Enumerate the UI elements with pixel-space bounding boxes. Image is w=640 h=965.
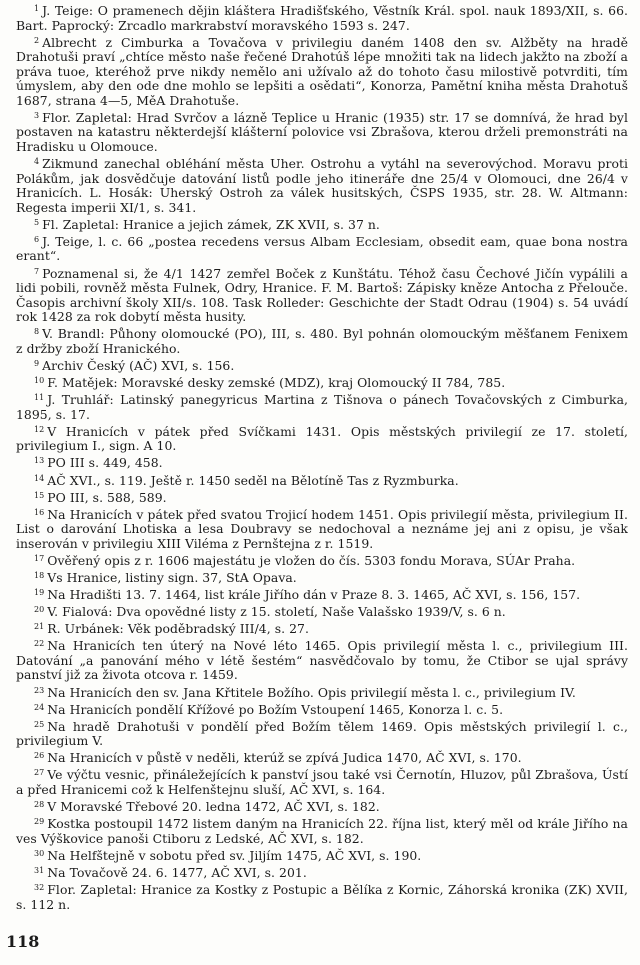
- footnote: [16, 751, 628, 766]
- footnote: [16, 393, 628, 422]
- footnote-text: Ověřený opis z r. 1606 majestátu je vložen do čís. 5303 fondu Morava, SÚAr Praha.: [47, 552, 576, 568]
- footnote: [16, 554, 628, 569]
- footnote-number: 20: [34, 605, 45, 615]
- footnote-number: 16: [34, 507, 45, 517]
- footnote: [16, 267, 628, 325]
- footnote-text: Na Hranicích ten úterý na Nové léto 1465. Opis privilegií města l. c., privilegium III. Datování „a panování mého v létě šestém“ nasvědčovalo by tomu, že Ctibor se ujal správy panství již za života otcova r. 1459.: [16, 638, 628, 683]
- footnote-text: Ve výčtu vesnic, přináležejících k panství jsou také vsi Černotín, Hluzov, půl Zbrašova, Ústí a před Hranicemi což k Helfenštejnu sluší, AČ XVI, s. 164.: [16, 767, 628, 798]
- footnote: [16, 703, 628, 718]
- footnote-number: 19: [34, 588, 45, 598]
- footnote-number: 8: [34, 327, 40, 337]
- footnote: [16, 883, 628, 912]
- footnote: [16, 4, 628, 33]
- footnote-text: Vs Hranice, listiny sign. 37, StA Opava.: [47, 569, 297, 585]
- footnote-text: AČ XVI., s. 119. Ještě r. 1450 seděl na Bělotíně Tas z Ryzmburka.: [47, 472, 459, 488]
- footnote: [16, 768, 628, 797]
- footnote: [16, 571, 628, 586]
- footnote: [16, 218, 628, 233]
- footnote-text: F. Matějek: Moravské desky zemské (MDZ), kraj Olomoucký II 784, 785.: [47, 375, 506, 391]
- footnote-number: 14: [34, 473, 45, 483]
- footnote: [16, 866, 628, 881]
- footnote-text: Zikmund zanechal obléhání města Uher. Ostrohu a vytáhl na severovýchod. Moravu proti Polákům, jak dosvědčuje datování listů podle jeho itineráře dne 25/4 v Olomouci, dne 26/4 v Hranicích. L. Hosák: Uherský Ostroh za válek husitských, ČSPS 1935, str. 28. W. Altmann: Regesta imperii XI/1, s. 341.: [16, 156, 628, 215]
- footnote-number: 31: [34, 865, 45, 875]
- footnote-number: 12: [34, 424, 45, 434]
- footnote: [16, 111, 628, 155]
- footnote-text: Na Hranicích pondělí Křížové po Božím Vstoupení 1465, Konorza l. c. 5.: [47, 701, 504, 717]
- footnote-text: Na Helfštejně v sobotu před sv. Jiljím 1475, AČ XVI, s. 190.: [47, 847, 422, 863]
- footnote-number: 7: [34, 266, 40, 276]
- footnote-text: Na Tovačově 24. 6. 1477, AČ XVI, s. 201.: [47, 864, 307, 880]
- footnote: [16, 456, 628, 471]
- footnote-text: Albrecht z Cimburka a Tovačova v privilegiu daném 1408 den sv. Alžběty na hradě Drahotuši praví „chtíce město naše řečené Drahotúš lépe množiti tak na lidech jakžto na zboží a práva tuoe, kteréhož prve nikdy nemělo ani užívalo až do tohoto času milostivě potvrditi, tím úmyslem, aby den ode dne mohlo se lepšiti a osědati“, Konorza, Pamětní kniha města Drahotuš 1687, strana 4—5, MěA Drahotuše.: [16, 34, 628, 108]
- footnote: [16, 376, 628, 391]
- footnote-text: V Hranicích v pátek před Svíčkami 1431. Opis městských privilegií ze 17. století, privilegium I., sign. A 10.: [16, 423, 628, 454]
- footnote-number: 32: [34, 883, 45, 893]
- footnote: [16, 849, 628, 864]
- footnote-number: 5: [34, 217, 40, 227]
- footnote: [16, 157, 628, 215]
- footnote-number: 13: [34, 456, 45, 466]
- footnote-text: V. Brandl: Půhony olomoucké (PO), III, s. 480. Byl pohnán olomouckým měšťanem Fenixem z držby zboží Hranického.: [16, 326, 628, 356]
- footnote-number: 22: [34, 639, 45, 649]
- footnote-text: R. Urbánek: Věk poděbradský III/4, s. 27.: [47, 621, 309, 637]
- footnote-text: Archiv Český (AČ) XVI, s. 156.: [42, 357, 235, 373]
- footnote-text: Na Hranicích v pátek před svatou Trojicí hodem 1451. Opis privilegií města, privilegium II. List o darování Lhotiska a lesa Doubravy se nedochoval a neznáme jej ani z opisu, je však inserován v privilegiu XIII Viléma z Pernštejna z r. 1519.: [16, 506, 628, 551]
- footnote: [16, 491, 628, 506]
- footnote-text: J. Truhlář: Latinský panegyricus Martina z Tišnova o pánech Tovačovských z Cimburka, 1895, s. 17.: [16, 392, 628, 422]
- footnote: [16, 817, 628, 846]
- footnote: [16, 359, 628, 374]
- footnote: [16, 235, 628, 264]
- footnote-text: V Moravské Třebové 20. ledna 1472, AČ XVI, s. 182.: [47, 799, 380, 815]
- footnote: [16, 588, 628, 603]
- footnote-number: 17: [34, 553, 45, 563]
- footnote-number: 25: [34, 719, 45, 729]
- footnote: [16, 425, 628, 454]
- footnote: [16, 720, 628, 749]
- footnote-text: Flor. Zapletal: Hrad Svrčov a lázně Teplice u Hranic (1935) str. 17 se domnívá, že hrad byl postaven na katastru některdejší klášterní polovice vsi Zbrašova, kterou drželi premonstráti na Hradisku u Olomouce.: [16, 109, 628, 155]
- footnote-text: PO III s. 449, 458.: [47, 455, 163, 471]
- footnote-number: 24: [34, 702, 45, 712]
- footnote: [16, 639, 628, 683]
- footnote: [16, 622, 628, 637]
- footnote-number: 27: [34, 768, 45, 778]
- footnote-number: 21: [34, 622, 45, 632]
- footnote-number: 11: [34, 393, 45, 403]
- footnote: [16, 605, 628, 620]
- page-number: 118: [6, 932, 40, 951]
- footnote-text: Poznamenal si, že 4/1 1427 zemřel Boček z Kunštátu. Téhož času Čechové Jičín vypálili a lidi pobili, rovněž města Fulnek, Odry, Hranice. F. M. Bartoš: Zápisky kněze Antocha z Přelouče. Časopis archivní školy XII/s. 108. Task Rolleder: Geschichte der Stadt Odrau (1904) s. 54 uvádí rok 1428 za rok dobytí města husity.: [16, 265, 628, 325]
- footnote-number: 28: [34, 800, 45, 810]
- footnote-number: 3: [34, 110, 40, 120]
- footnote-number: 1: [34, 4, 40, 13]
- footnote-number: 30: [34, 848, 45, 858]
- footnote: [16, 686, 628, 701]
- footnote: [16, 508, 628, 552]
- footnotes-section: [16, 4, 628, 915]
- footnote-text: Na Hradišti 13. 7. 1464, list krále Jiřího dán v Praze 8. 3. 1465, AČ XVI, s. 156, 157.: [47, 587, 581, 603]
- footnote-number: 4: [34, 157, 40, 167]
- footnote: [16, 800, 628, 815]
- footnote-text: PO III, s. 588, 589.: [47, 489, 167, 505]
- footnote-text: Na hradě Drahotuši v pondělí před Božím tělem 1469. Opis městských privilegií l. c., privilegium V.: [16, 718, 628, 749]
- footnote-number: 29: [34, 817, 45, 827]
- footnote-text: Flor. Zapletal: Hranice za Kostky z Postupic a Bělíka z Kornic, Záhorská kronika (ZK) XVII, s. 112 n.: [16, 882, 628, 912]
- footnote-number: 2: [34, 35, 40, 45]
- footnote: [16, 36, 628, 109]
- footnote-number: 6: [34, 234, 40, 244]
- footnote-number: 9: [34, 358, 40, 368]
- footnote-text: V. Fialová: Dva opovědné listy z 15. století, Naše Valašsko 1939/V, s. 6 n.: [47, 604, 506, 620]
- footnote-number: 18: [34, 570, 45, 580]
- footnote-text: Na Hranicích den sv. Jana Křtitele Božího. Opis privilegií města l. c., privilegium IV.: [47, 684, 576, 700]
- footnote-number: 23: [34, 685, 45, 695]
- footnote-text: J. Teige, l. c. 66 „postea recedens versus Albam Ecclesiam, obsedit eam, quae bona nostra erant“.: [16, 233, 628, 264]
- footnote-text: Fl. Zapletal: Hranice a jejich zámek, ZK XVII, s. 37 n.: [42, 216, 380, 232]
- footnote-number: 26: [34, 751, 45, 761]
- footnote-number: 15: [34, 490, 45, 500]
- footnote-number: 10: [34, 376, 45, 386]
- footnote-text: Kostka postoupil 1472 listem daným na Hranicích 22. října list, který měl od krále Jiřího na ves Výškovice panoši Ctiboru z Ledské, AČ XVI, s. 182.: [16, 816, 628, 846]
- footnote: [16, 474, 628, 489]
- footnote: [16, 327, 628, 356]
- footnote-text: J. Teige: O pramenech dějin kláštera Hradišťského, Věstník Král. spol. nauk 1893/XII, s. 66. Bart. Paprocký: Zrcadlo markrabství moravského 1593 s. 247.: [16, 3, 628, 33]
- footnote-text: Na Hranicích v půstě v neděli, kterúž se zpívá Judica 1470, AČ XVI, s. 170.: [47, 750, 522, 766]
